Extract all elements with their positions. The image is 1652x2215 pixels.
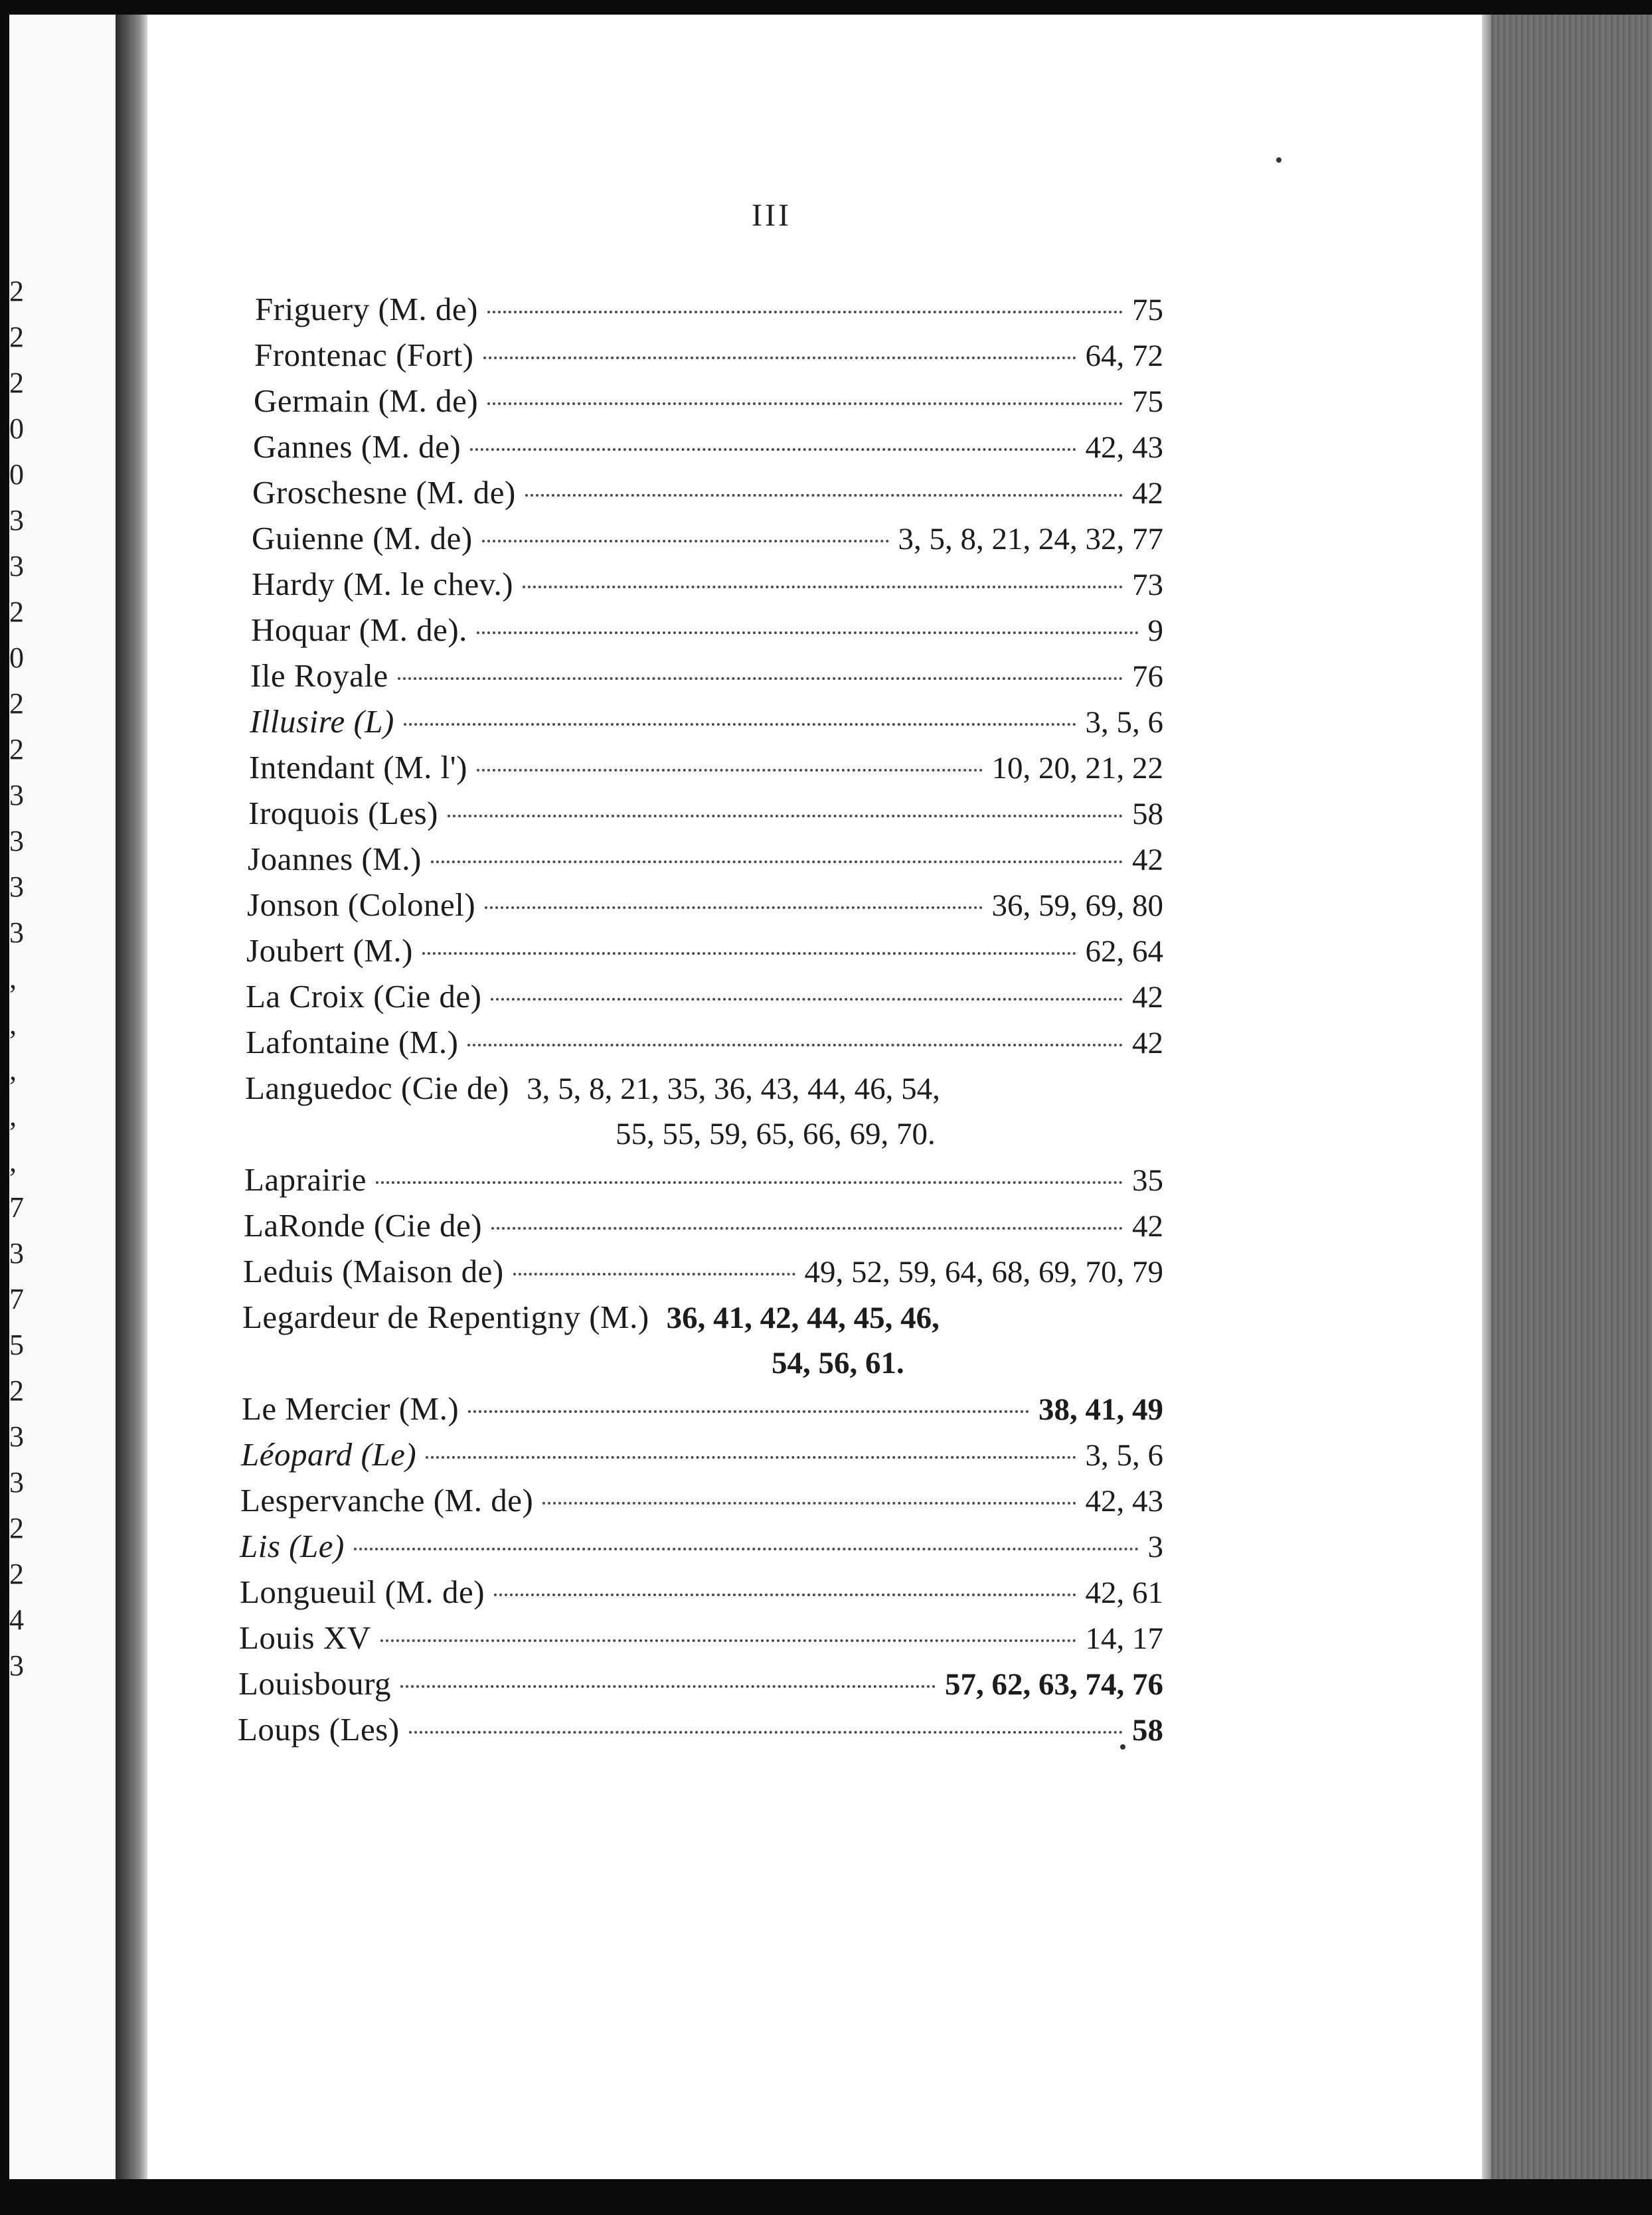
facing-page-digit: , xyxy=(9,1100,17,1132)
entry-name: Hardy (M. le chev.) xyxy=(252,566,514,602)
dot-leader xyxy=(431,861,1123,863)
entry-name: Gannes (M. de) xyxy=(253,428,461,465)
entry-pages: 42, 43 xyxy=(1085,430,1163,465)
entry-name: Léopard (Le) xyxy=(241,1436,417,1473)
index-entry xyxy=(245,1071,1163,1106)
facing-page-digit: 2 xyxy=(9,1374,24,1407)
index-entry xyxy=(239,1621,1163,1655)
index-entry xyxy=(254,384,1163,418)
dot-leader xyxy=(467,1044,1123,1046)
entry-name: Iroquois (Les) xyxy=(248,795,438,831)
facing-page-digit: 4 xyxy=(9,1603,24,1636)
scan-border-top xyxy=(0,0,1652,15)
dot-leader xyxy=(491,1227,1123,1230)
dot-leader xyxy=(426,1456,1076,1459)
dot-leader xyxy=(525,494,1123,497)
entry-name: Louis XV xyxy=(239,1619,371,1656)
facing-page-digit: 3 xyxy=(9,916,24,949)
index-entry xyxy=(240,1529,1163,1564)
index-entry xyxy=(242,1300,1163,1335)
entry-pages: 3, 5, 6 xyxy=(1085,705,1163,740)
page-number: III xyxy=(752,198,791,233)
entry-name: Friguery (M. de) xyxy=(255,291,478,327)
dot-leader xyxy=(404,723,1076,726)
index-entry xyxy=(246,979,1163,1014)
entry-name: Ile Royale xyxy=(250,657,388,694)
index-entry xyxy=(250,704,1163,739)
entry-name: Illusire (L) xyxy=(250,703,394,740)
facing-page-digit: 2 xyxy=(9,1558,24,1590)
entry-pages: 42 xyxy=(1132,1209,1163,1244)
index-entry xyxy=(251,613,1163,647)
facing-page-digit: 2 xyxy=(9,367,24,399)
entry-pages-continued: 55, 55, 59, 65, 66, 69, 70. xyxy=(616,1117,936,1151)
index-entry xyxy=(250,659,1163,693)
entry-pages: 75 xyxy=(1132,384,1163,419)
index-entry xyxy=(244,1208,1163,1243)
dot-leader xyxy=(513,1273,795,1275)
entry-name: Lis (Le) xyxy=(240,1528,345,1564)
facing-page-digit: 2 xyxy=(9,687,24,720)
dot-leader xyxy=(491,998,1123,1001)
page-edge-shade xyxy=(1482,15,1491,2179)
entry-name: Lespervanche (M. de) xyxy=(240,1482,534,1518)
book-gutter xyxy=(116,15,147,2179)
entry-name: Joubert (M.) xyxy=(246,932,413,969)
index-entry xyxy=(255,292,1163,327)
entry-name: Jonson (Colonel) xyxy=(247,886,476,923)
facing-page-digit: , xyxy=(9,1008,17,1040)
scan-border-left xyxy=(0,0,9,2215)
facing-page-digit: 3 xyxy=(9,1466,24,1499)
dot-leader xyxy=(477,631,1139,634)
index-entry xyxy=(252,567,1163,602)
index-page xyxy=(147,15,1482,2179)
facing-page-digit: 0 xyxy=(9,412,24,445)
entry-pages: 42 xyxy=(1132,843,1163,877)
facing-page-digit: 3 xyxy=(9,550,24,582)
scan-border-bottom xyxy=(0,2179,1652,2215)
entry-name: Germain (M. de) xyxy=(254,382,479,419)
facing-page-digit: 3 xyxy=(9,1420,24,1453)
facing-page-digit: 2 xyxy=(9,733,24,766)
entry-pages: 3 xyxy=(1147,1530,1163,1564)
index-entry xyxy=(252,475,1163,510)
entry-name: Leduis (Maison de) xyxy=(243,1253,504,1289)
index-entry xyxy=(254,338,1163,372)
entry-name: Legardeur de Repentigny (M.) xyxy=(242,1299,649,1335)
page-stack-edge xyxy=(1482,15,1652,2179)
index-entry xyxy=(248,842,1163,876)
entry-name: Joannes (M.) xyxy=(248,841,422,877)
index-entry xyxy=(252,521,1163,556)
entry-pages-continued: 54, 56, 61. xyxy=(772,1346,904,1380)
index-entry xyxy=(240,1483,1163,1518)
entry-pages: 57, 62, 63, 74, 76 xyxy=(945,1667,1163,1702)
dot-leader xyxy=(485,906,982,909)
index-entry xyxy=(248,796,1163,831)
entry-pages: 58 xyxy=(1132,797,1163,831)
entry-pages: 58 xyxy=(1132,1713,1163,1748)
facing-page-digit: 3 xyxy=(9,779,24,811)
entry-pages: 73 xyxy=(1132,568,1163,602)
dot-leader xyxy=(409,1731,1123,1734)
index-entry xyxy=(241,1437,1163,1472)
entry-pages: 76 xyxy=(1132,659,1163,694)
entry-pages: 14, 17 xyxy=(1085,1621,1163,1656)
dot-leader xyxy=(487,402,1123,405)
index-entry xyxy=(243,1254,1163,1289)
index-entry xyxy=(240,1575,1163,1609)
index-entry xyxy=(247,888,1163,922)
entry-pages: 3, 5, 8, 21, 24, 32, 77 xyxy=(898,522,1163,556)
dot-leader xyxy=(487,311,1123,313)
entry-pages: 42, 43 xyxy=(1085,1484,1163,1518)
scan-speck xyxy=(1120,1744,1125,1750)
facing-page-digit: , xyxy=(9,1054,17,1086)
entry-pages: 62, 64 xyxy=(1085,934,1163,969)
entry-name: Intendant (M. l') xyxy=(249,749,467,785)
facing-page-digit: 3 xyxy=(9,870,24,903)
dot-leader xyxy=(494,1594,1076,1596)
facing-page-digit: 7 xyxy=(9,1283,24,1315)
facing-page-edge xyxy=(9,15,116,2179)
dot-leader xyxy=(542,1502,1076,1505)
dot-leader xyxy=(523,586,1123,588)
dot-leader xyxy=(354,1548,1139,1550)
entry-pages: 64, 72 xyxy=(1085,339,1163,373)
facing-page-digit: 2 xyxy=(9,596,24,628)
facing-page-digit: 0 xyxy=(9,641,24,674)
dot-leader xyxy=(468,1410,1029,1413)
entry-name: Louisbourg xyxy=(238,1665,392,1702)
entry-pages: 3, 5, 8, 21, 35, 36, 43, 44, 46, 54, xyxy=(527,1072,940,1106)
index-entry xyxy=(238,1712,1163,1747)
entry-pages: 42 xyxy=(1132,980,1163,1015)
facing-page-digit: 2 xyxy=(9,321,24,353)
scan-speck xyxy=(1276,157,1281,163)
dot-leader xyxy=(477,769,983,772)
entry-pages: 36, 59, 69, 80 xyxy=(991,888,1163,923)
entry-name: LaRonde (Cie de) xyxy=(244,1207,483,1244)
dot-leader xyxy=(376,1181,1123,1184)
dot-leader xyxy=(422,952,1076,955)
index-entry xyxy=(244,1163,1163,1197)
facing-page-digit: 5 xyxy=(9,1329,24,1361)
facing-page-digit: 3 xyxy=(9,825,24,857)
index-entry xyxy=(246,1025,1163,1060)
dot-leader xyxy=(483,357,1076,359)
index-entry xyxy=(238,1667,1163,1701)
entry-name: Le Mercier (M.) xyxy=(242,1390,459,1427)
entry-pages: 35 xyxy=(1132,1163,1163,1198)
dot-leader xyxy=(380,1639,1076,1642)
entry-pages: 36, 41, 42, 44, 45, 46, xyxy=(666,1301,940,1335)
dot-leader xyxy=(482,540,889,542)
facing-page-digit: 2 xyxy=(9,275,24,307)
entry-pages: 42 xyxy=(1132,476,1163,511)
entry-name: Guienne (M. de) xyxy=(252,520,473,556)
entry-name: Longueuil (M. de) xyxy=(240,1574,485,1610)
index-entry xyxy=(242,1392,1163,1426)
facing-page-digit: , xyxy=(9,962,17,995)
entry-pages: 10, 20, 21, 22 xyxy=(991,751,1163,785)
entry-name: Languedoc (Cie de) xyxy=(245,1070,510,1106)
entry-pages: 49, 52, 59, 64, 68, 69, 70, 79 xyxy=(804,1255,1163,1289)
entry-name: Laprairie xyxy=(244,1161,367,1198)
entry-pages: 3, 5, 6 xyxy=(1085,1438,1163,1473)
index-entry xyxy=(249,750,1163,785)
entry-name: Loups (Les) xyxy=(238,1711,400,1748)
dot-leader xyxy=(448,815,1123,817)
facing-page-digit: 7 xyxy=(9,1191,24,1224)
facing-page-digit: 3 xyxy=(9,1649,24,1682)
index-entry xyxy=(253,430,1163,464)
entry-name: Lafontaine (M.) xyxy=(246,1024,459,1060)
entry-pages: 38, 41, 49 xyxy=(1038,1392,1163,1427)
index-entries xyxy=(147,15,1482,2179)
entry-pages: 42 xyxy=(1132,1026,1163,1060)
dot-leader xyxy=(470,448,1076,451)
index-entry xyxy=(246,934,1163,968)
dot-leader xyxy=(400,1685,936,1688)
entry-pages: 9 xyxy=(1147,614,1163,648)
facing-page-digit: 2 xyxy=(9,1512,24,1544)
entry-pages: 42, 61 xyxy=(1085,1576,1163,1610)
entry-name: Frontenac (Fort) xyxy=(254,337,474,373)
entry-pages: 75 xyxy=(1132,293,1163,327)
facing-page-digit: 3 xyxy=(9,1237,24,1270)
entry-name: Groschesne (M. de) xyxy=(252,474,516,511)
dot-leader xyxy=(398,677,1123,680)
facing-page-digit: 3 xyxy=(9,504,24,536)
facing-page-digit: 0 xyxy=(9,458,24,491)
entry-name: Hoquar (M. de). xyxy=(251,612,467,648)
facing-page-digit: , xyxy=(9,1145,17,1178)
entry-name: La Croix (Cie de) xyxy=(246,978,482,1015)
facing-page-digits xyxy=(9,15,29,2179)
